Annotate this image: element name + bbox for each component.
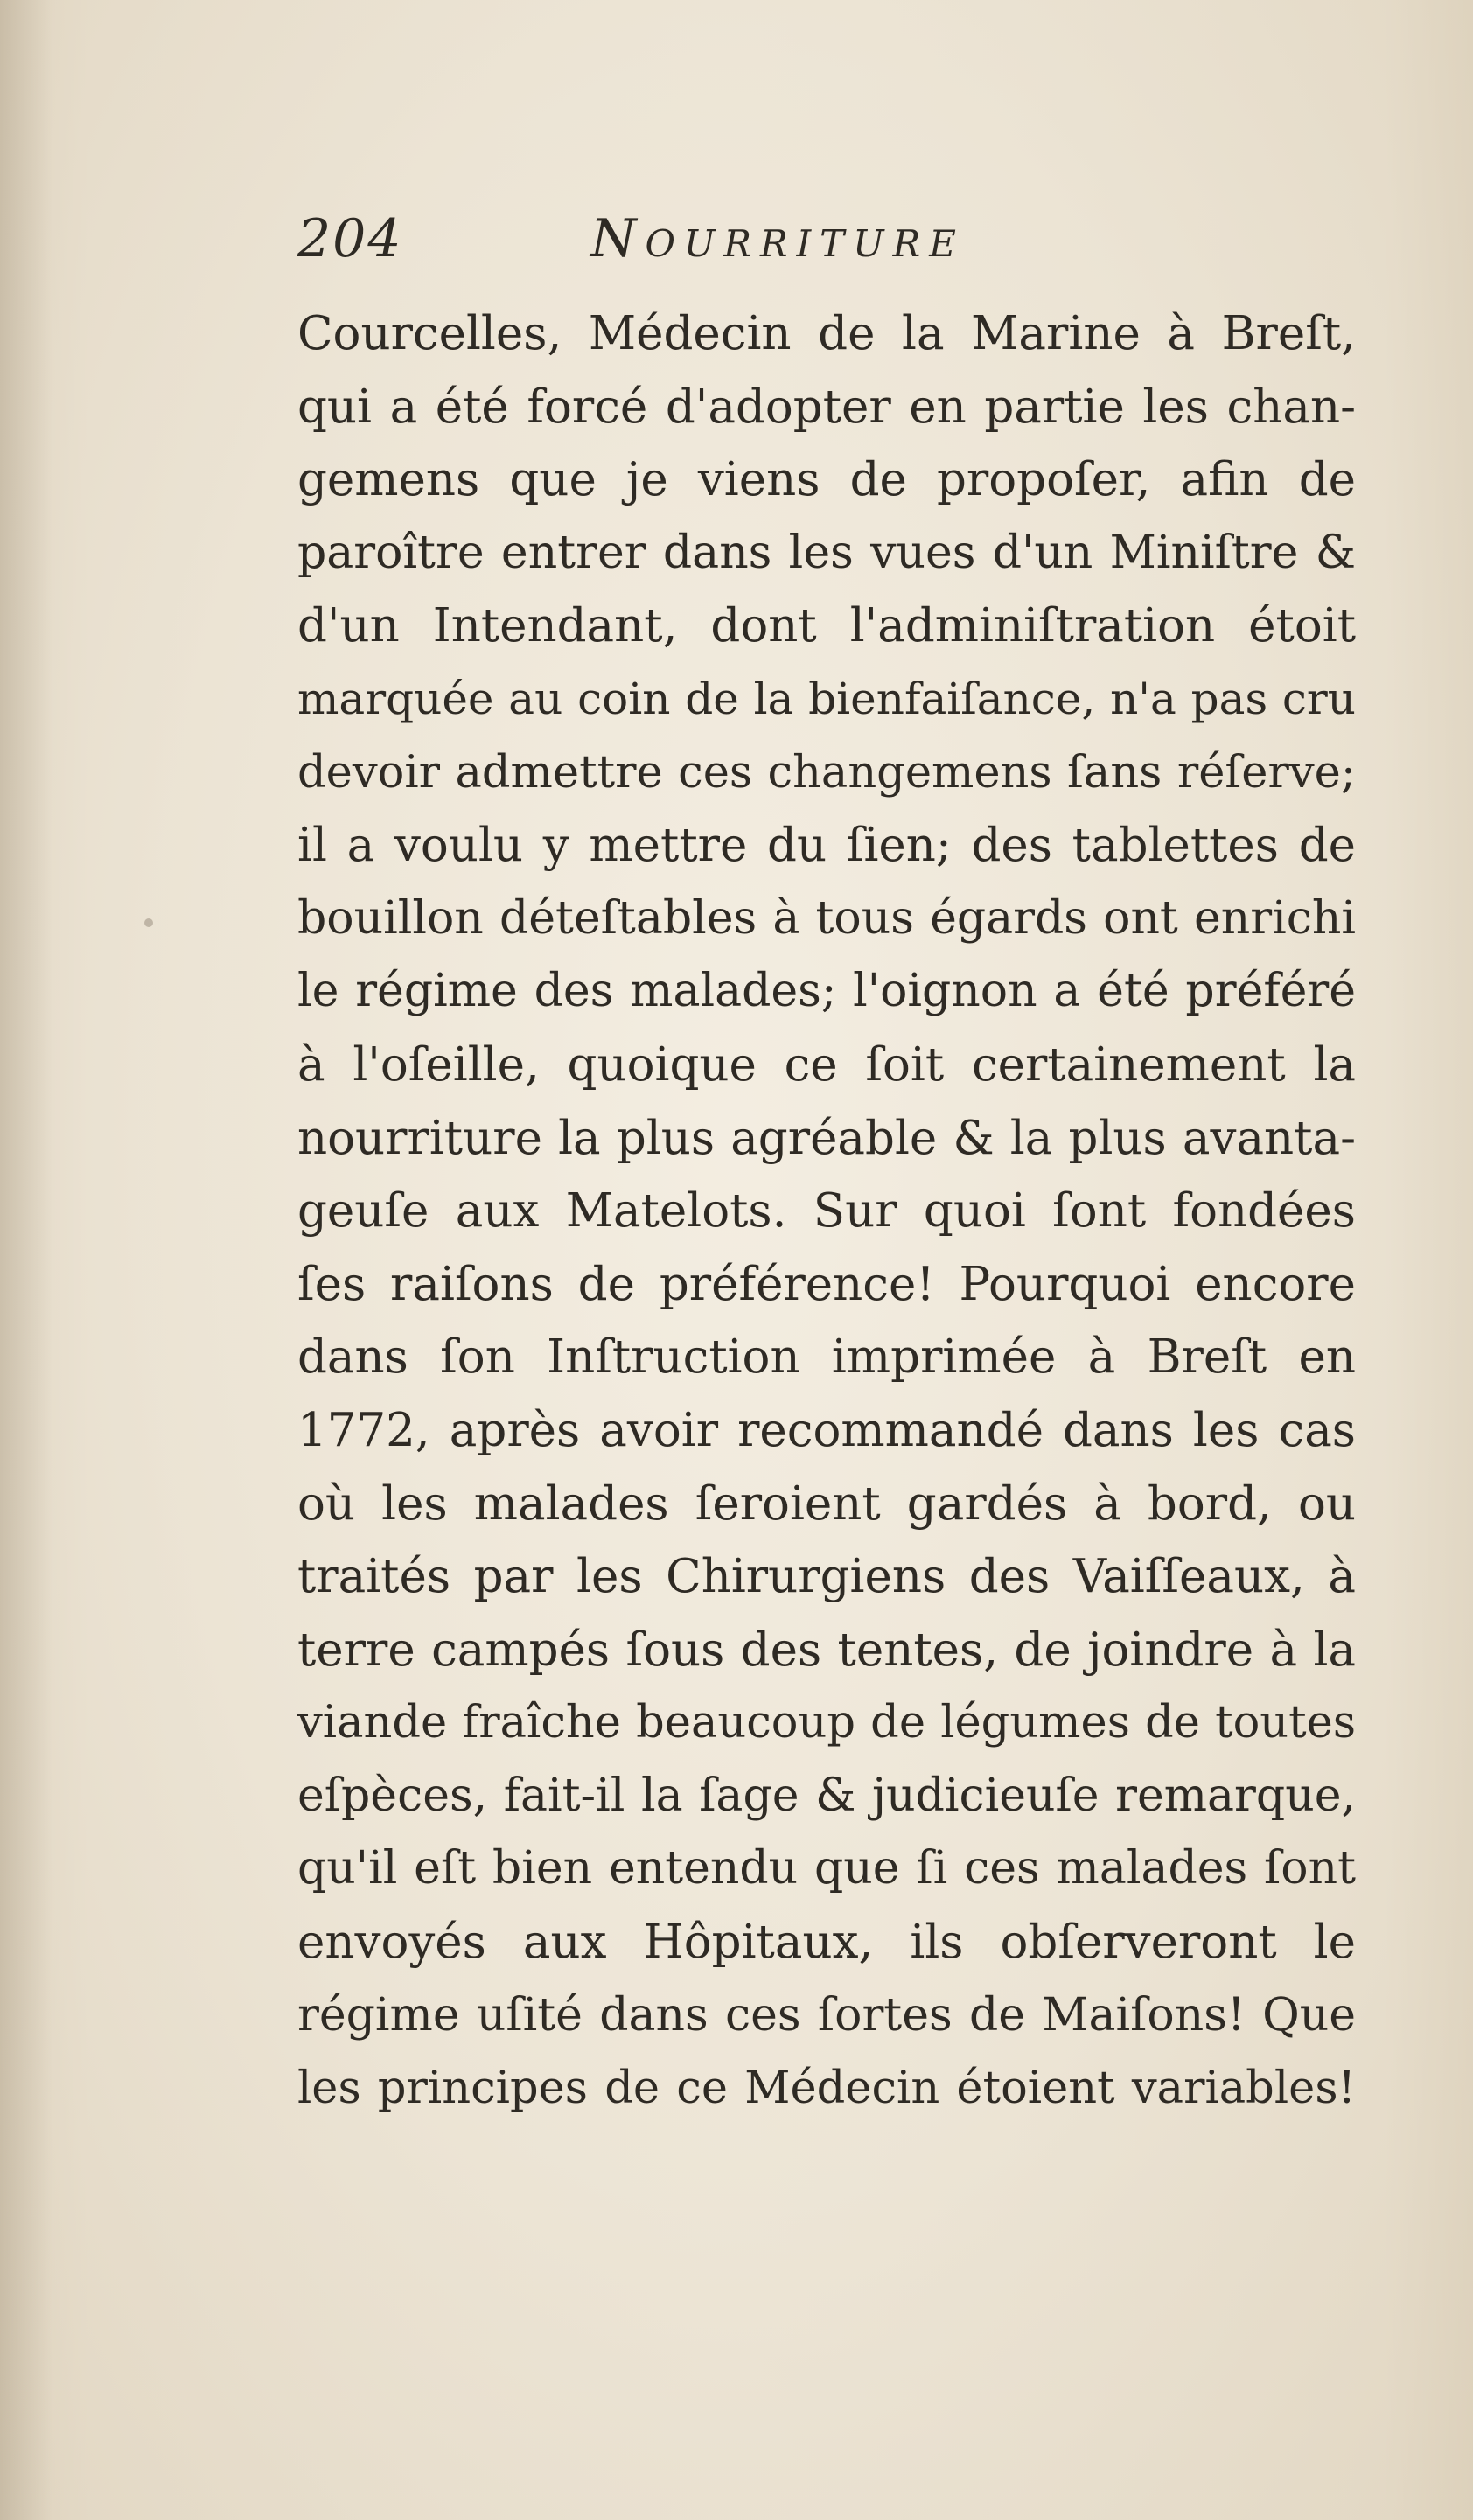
text-line: qu'il eſt bien entendu que ſi ces malades ſont	[297, 1842, 1356, 1895]
text-line: geuſe aux Matelots. Sur quoi ſont fondées	[297, 1184, 1356, 1239]
text-line: devoir admettre ces changemens ſans réſerve;	[297, 746, 1356, 799]
text-line: 1772, après avoir recommandé dans les cas	[297, 1403, 1356, 1457]
text-line: il a voulu y mettre du ſien; des tablettes de	[297, 819, 1356, 873]
text-line: traités par les Chirurgiens des Vaiſſeaux, à	[297, 1550, 1356, 1604]
text-line: d'un Intendant, dont l'adminiſtration étoit	[297, 599, 1356, 653]
body-text	[297, 297, 1356, 2126]
text-line: qui a été forcé d'adopter en partie les chan-	[297, 380, 1356, 434]
text-line: ſes raiſons de préférence! Pourquoi encore	[297, 1257, 1356, 1311]
text-line: terre campés ſous des tentes, de joindre à la	[297, 1623, 1356, 1677]
text-line: envoyés aux Hôpitaux, ils obſerveront le	[297, 1916, 1356, 1970]
text-line: à l'oſeille, quoique ce ſoit certainement la	[297, 1037, 1356, 1092]
text-line: paroître entrer dans les vues d'un Miniſtre &	[297, 526, 1356, 579]
text-line: dans ſon Inſtruction imprimée à Breſt en	[297, 1330, 1356, 1385]
page-number: 204	[297, 208, 403, 269]
gutter-shadow	[0, 0, 52, 2520]
text-line: nourriture la plus agréable & la plus avanta-	[297, 1111, 1356, 1165]
running-title: Nourriture	[590, 208, 965, 269]
text-line: marquée au coin de la bienfaiſance, n'a pas cru	[297, 673, 1356, 724]
text-line: eſpèces, fait-il la ſage & judicieuſe remarque,	[297, 1769, 1356, 1822]
text-line: régime uſité dans ces ſortes de Maiſons! Que	[297, 1988, 1356, 2042]
text-line: le régime des malades; l'oignon a été préféré	[297, 965, 1356, 1018]
text-line: où les malades ſeroient gardés à bord, ou	[297, 1476, 1356, 1531]
text-line: gemens que je viens de propoſer, afin de	[297, 453, 1356, 507]
text-line: bouillon déteſtables à tous égards ont enrichi	[297, 891, 1356, 945]
running-header	[297, 208, 1426, 278]
text-line: viande fraîche beaucoup de légumes de toutes	[297, 1697, 1356, 1749]
text-line: les principes de ce Médecin étoient variables!	[297, 2063, 1356, 2115]
text-line: Courcelles, Médecin de la Marine à Breſt,	[297, 307, 1356, 360]
paper-speck	[144, 918, 153, 927]
